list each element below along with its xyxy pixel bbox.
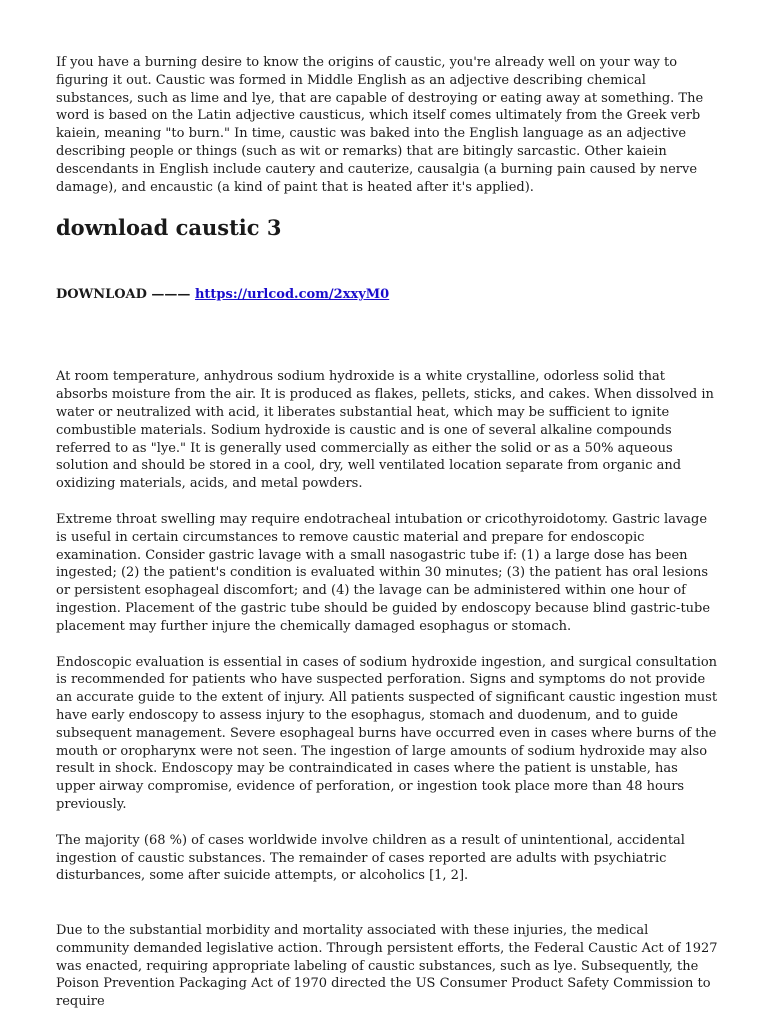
download-link[interactable]: https://urlcod.com/2xxyM0 [194,287,390,303]
document-page [56,54,720,1011]
download-label: DOWNLOAD ——— [56,287,195,303]
paragraph-legislative-action: Due to the substantial morbidity and mortality associated with these injuries, the medical community demanded legislative action. Through persistent efforts, the Federal Caustic Act of 1927 was enacted, requiring appropriate labeling of caustic substances, such as lye. Subsequently, the Poison Prevention Packaging Act of 1970 directed the US Consumer Product Safety Commission to require [56,923,718,1010]
paragraph-sodium-hydroxide: At room temperature, anhydrous sodium hydroxide is a white crystalline, odorless solid that absorbs moisture from the air. It is produced as flakes, pellets, sticks, and cakes. When dissolved in water or neutralized with acid, it liberates substantial heat, which may be sufficient to ignite combustible materials. Sodium hydroxide is caustic and is one of several alkaline compounds referred to as "lye." It is generally used commercially as either the solid or as a 50% aqueous solution and should be stored in a cool, dry, well ventilated location separate from organic and oxidizing materials, acids, and metal powders. [56,369,714,492]
paragraph-endoscopic-evaluation: Endoscopic evaluation is essential in cases of sodium hydroxide ingestion, and surgical consultation is recommended for patients who have suspected perforation. Signs and symptoms do not provide an accurate guide to the extent of injury. All patients suspected of significant caustic ingestion must have early endoscopy to assess injury to the esophagus, stomach and duodenum, and to guide subsequent management. Severe esophageal burns have occurred even in cases where burns of the mouth or oropharynx were not seen. The ingestion of large amounts of sodium hydroxide may also result in shock. Endoscopy may be contraindicated in cases where the patient is unstable, has upper airway compromise, evidence of perforation, or ingestion took place more than 48 hours previously. [56,654,718,812]
intro-paragraph: If you have a burning desire to know the origins of caustic, you're already well on your way to figuring it out. Caustic was formed in Middle English as an adjective describing chemical substances, such as lime and lye, that are capable of destroying or eating away at something. The word is based on the Latin adjective causticus, which itself comes ultimately from the Greek verb kaiein, meaning "to burn." In time, caustic was baked into the English language as an adjective describing people or things (such as wit or remarks) that are bitingly sarcastic. Other kaiein descendants in English include cautery and cauterize, causalgia (a burning pain caused by nerve damage), and encaustic (a kind of paint that is heated after it's applied). [56,55,704,195]
download-line [56,286,720,304]
paragraph-majority-cases: The majority (68 %) of cases worldwide involve children as a result of unintentional, accidental ingestion of caustic substances. The remainder of cases reported are adults with psychiatric disturbances, some after suicide attempts, or alcoholics [1, 2]. [56,832,685,884]
paragraph-throat-swelling: Extreme throat swelling may require endotracheal intubation or cricothyroidotomy. Gastric lavage is useful in certain circumstances to remove caustic material and prepare for endoscopic examination. Consider gastric lavage with a small nasogastric tube if: (1) a large dose has been ingested; (2) the patient's condition is evaluated within 30 minutes; (3) the patient has oral lesions or persistent esophageal discomfort; and (4) the lavage can be administered within one hour of ingestion. Placement of the gastric tube should be guided by endoscopy because blind gastric-tube placement may further injure the chemically damaged esophagus or stomach. [56,511,711,634]
page-heading: download caustic 3 [56,215,282,241]
